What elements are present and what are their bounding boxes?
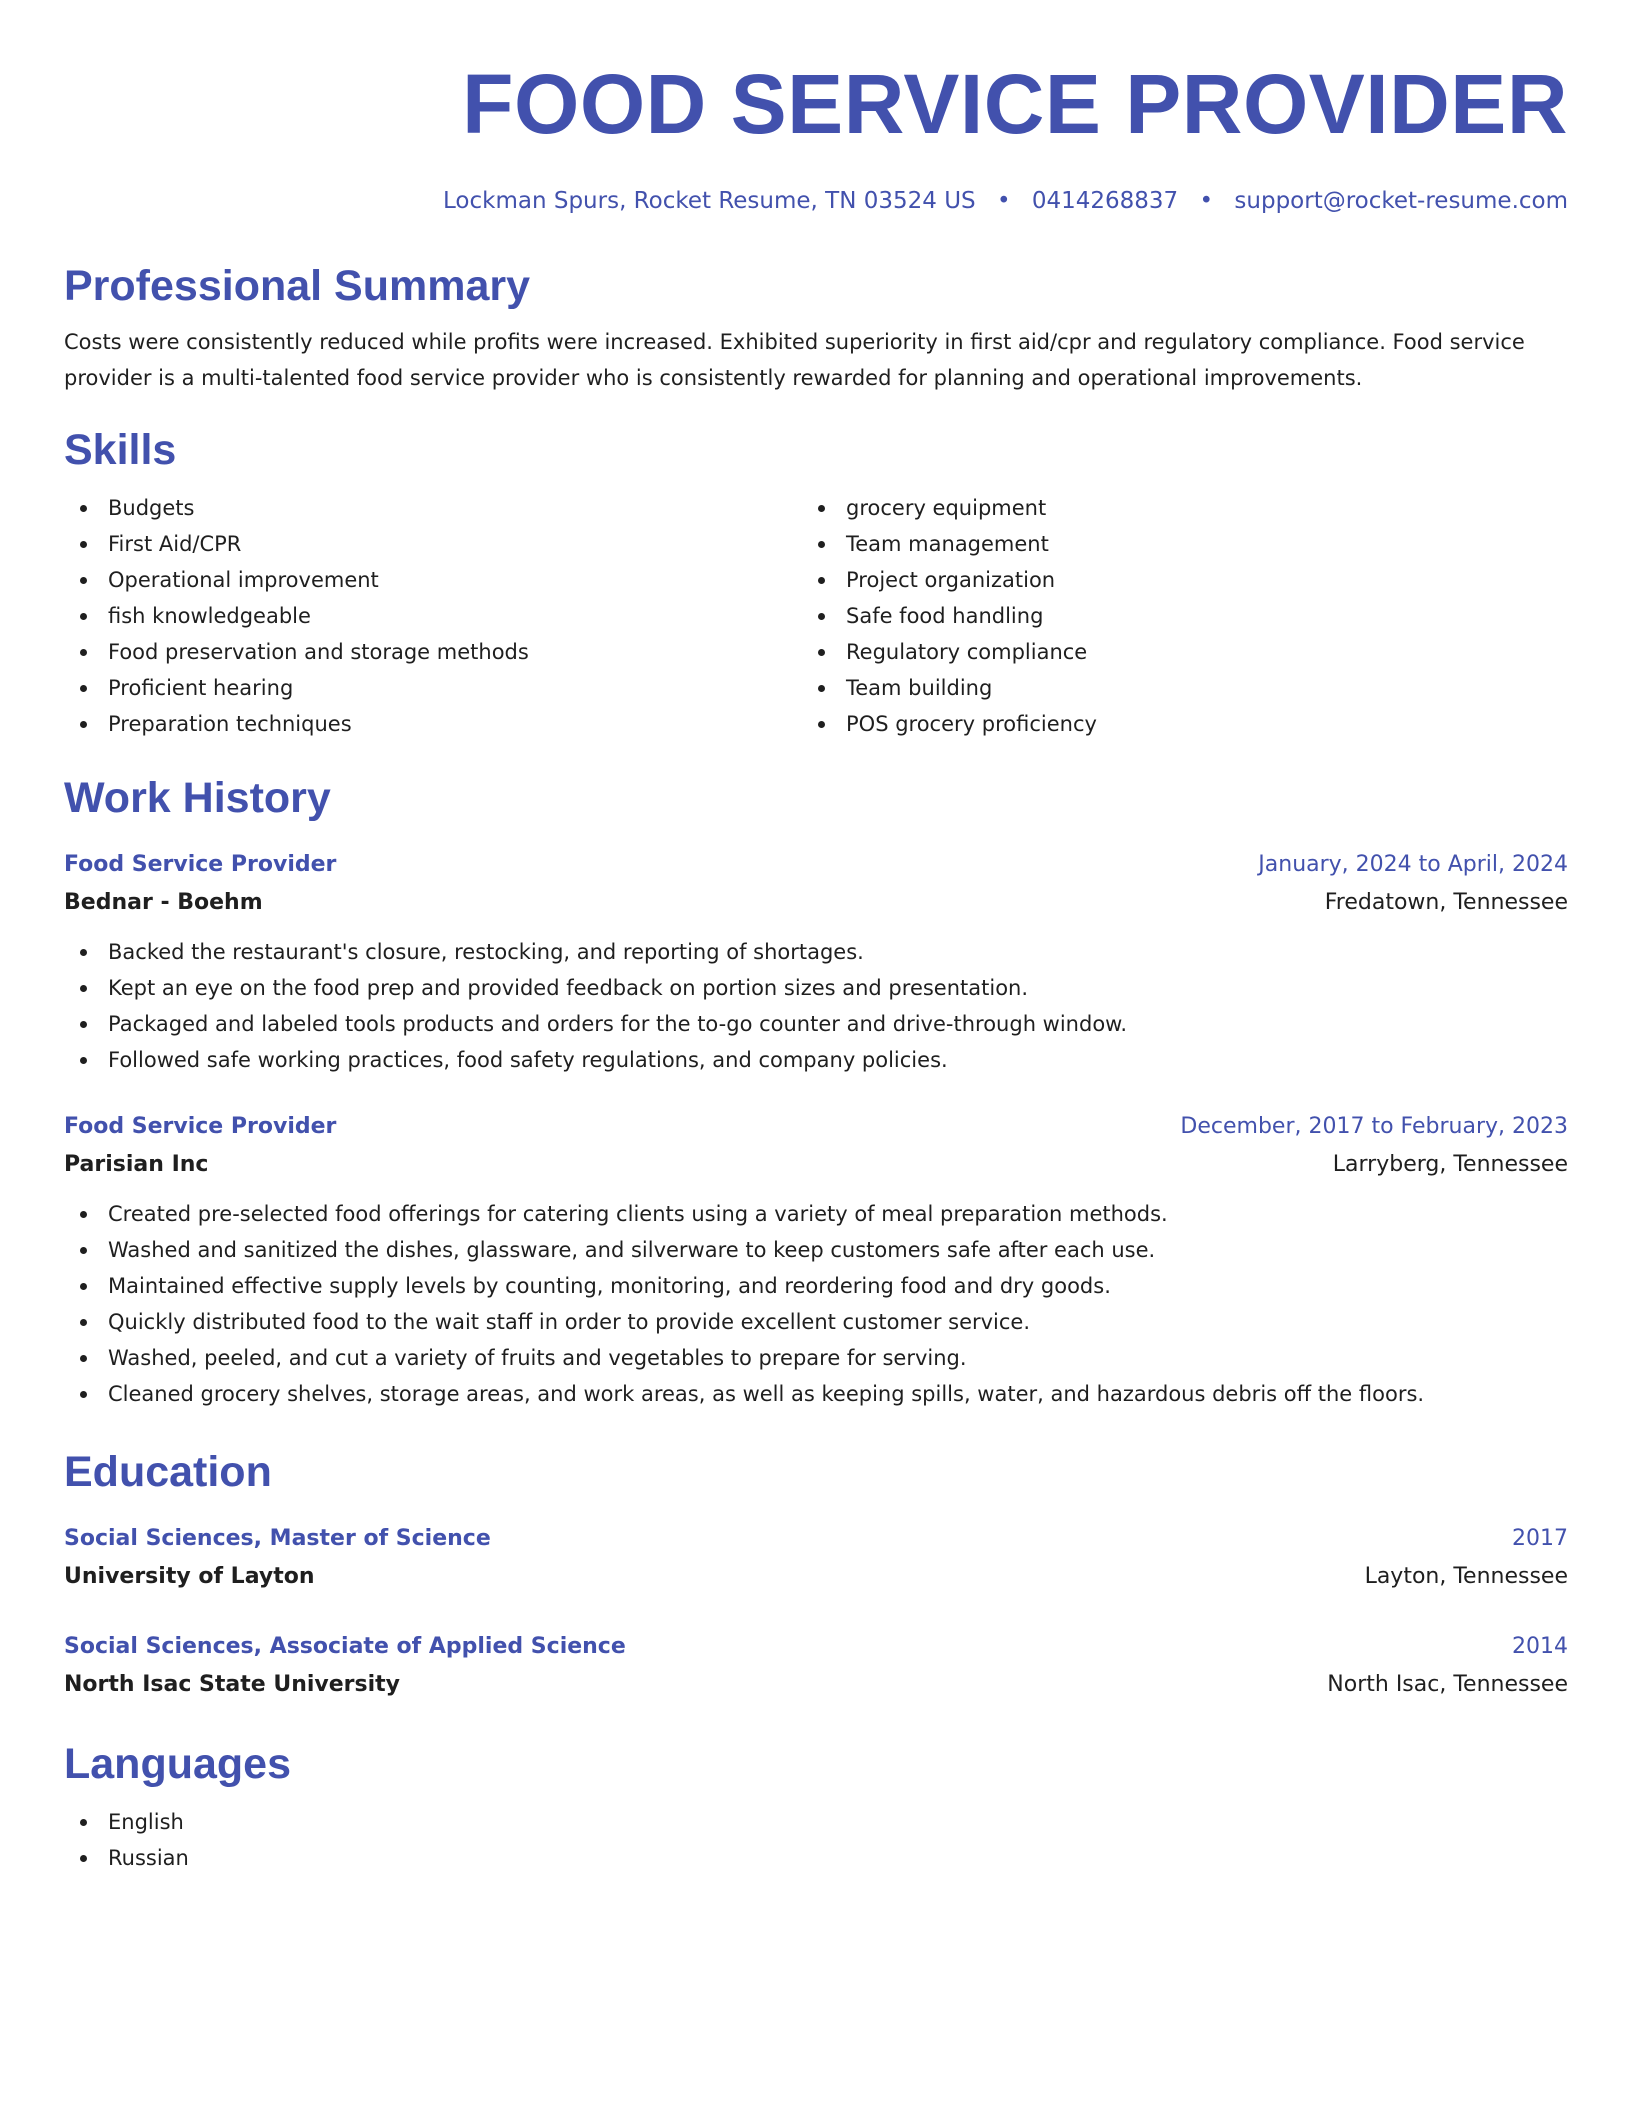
job-duty: Kept an eye on the food prep and provided feedback on portion sizes and presentation.: [64, 970, 1568, 1006]
skill-item: Food preservation and storage methods: [64, 634, 802, 670]
languages-section: [64, 1738, 1568, 1876]
skill-item: Regulatory compliance: [802, 634, 1540, 670]
job-duty: Cleaned grocery shelves, storage areas, and work areas, as well as keeping spills, water, and hazardous debris off the floors.: [64, 1376, 1568, 1412]
summary-section: [64, 260, 1568, 396]
job-location: Larryberg, Tennessee: [1332, 1152, 1568, 1177]
education-entry: [64, 1628, 1568, 1704]
work-history-heading: Work History: [64, 774, 331, 822]
degree-year: 2014: [1512, 1634, 1568, 1659]
job-duty: Quickly distributed food to the wait staff in order to provide excellent customer service.: [64, 1304, 1568, 1340]
job-duty: Followed safe working practices, food safety regulations, and company policies.: [64, 1042, 1568, 1078]
contact-phone[interactable]: 0414268837: [1031, 188, 1179, 214]
skill-item: Project organization: [802, 562, 1540, 598]
job-dates: January, 2024 to April, 2024: [1258, 852, 1568, 877]
candidate-name: FOOD SERVICE PROVIDER: [462, 57, 1568, 151]
job-duties: [64, 934, 1568, 1078]
skills-grid: [64, 490, 1568, 742]
school-name: North Isac State University: [64, 1672, 401, 1697]
job-title: Food Service Provider: [64, 852, 337, 877]
degree-row: [64, 1520, 1568, 1558]
contact-address: Lockman Spurs, Rocket Resume, TN 03524 US: [443, 188, 976, 214]
job-duty: Washed and sanitized the dishes, glassware, and silverware to keep customers safe after each use.: [64, 1232, 1568, 1268]
job-company-row: [64, 1146, 1568, 1184]
school-location: Layton, Tennessee: [1364, 1564, 1568, 1589]
education-section: [64, 1446, 1568, 1704]
work-history-section: [64, 772, 1568, 1412]
skill-item: POS grocery proficiency: [802, 706, 1540, 742]
job-duty: Washed, peeled, and cut a variety of fruits and vegetables to prepare for serving.: [64, 1340, 1568, 1376]
skills-column-right: [802, 490, 1540, 742]
job-dates: December, 2017 to February, 2023: [1180, 1114, 1568, 1139]
resume-header: [64, 56, 1568, 216]
skill-item: Safe food handling: [802, 598, 1540, 634]
language-item: English: [64, 1804, 1568, 1840]
education-entry: [64, 1520, 1568, 1596]
job-company-row: [64, 884, 1568, 922]
languages-heading: Languages: [64, 1740, 291, 1788]
language-item: Russian: [64, 1840, 1568, 1876]
language-list: [64, 1804, 1568, 1876]
education-heading: Education: [64, 1448, 272, 1496]
contact-line: [64, 186, 1568, 216]
job-title-row: [64, 1108, 1568, 1146]
skills-section: [64, 424, 1568, 742]
skill-item: fish knowledgeable: [64, 598, 802, 634]
job-company: Bednar - Boehm: [64, 890, 263, 915]
job-duty: Created pre-selected food offerings for catering clients using a variety of meal preparation methods.: [64, 1196, 1568, 1232]
summary-heading: Professional Summary: [64, 262, 531, 310]
degree-row: [64, 1628, 1568, 1666]
job-duty: Packaged and labeled tools products and orders for the to-go counter and drive-through window.: [64, 1006, 1568, 1042]
skills-heading: Skills: [64, 426, 177, 474]
contact-email[interactable]: support@rocket-resume.com: [1234, 188, 1568, 214]
job-duties: [64, 1196, 1568, 1412]
degree-year: 2017: [1512, 1526, 1568, 1551]
skill-item: grocery equipment: [802, 490, 1540, 526]
job-company: Parisian Inc: [64, 1152, 209, 1177]
contact-separator: •: [1199, 188, 1214, 214]
skill-item: Preparation techniques: [64, 706, 802, 742]
job-title-row: [64, 846, 1568, 884]
skill-item: First Aid/CPR: [64, 526, 802, 562]
job-duty: Maintained effective supply levels by counting, monitoring, and reordering food and dry goods.: [64, 1268, 1568, 1304]
job-location: Fredatown, Tennessee: [1324, 890, 1568, 915]
job-title: Food Service Provider: [64, 1114, 337, 1139]
school-name: University of Layton: [64, 1564, 315, 1589]
skill-item: Team management: [802, 526, 1540, 562]
skill-item: Operational improvement: [64, 562, 802, 598]
skill-item: Proficient hearing: [64, 670, 802, 706]
school-row: [64, 1666, 1568, 1704]
skill-item: Team building: [802, 670, 1540, 706]
job-entry: [64, 1108, 1568, 1412]
summary-text: Costs were consistently reduced while profits were increased. Exhibited superiority in first aid/cpr and regulatory compliance. Food service provider is a multi-talented food service provider who is consistently rewarded for planning and operational improvements.: [64, 330, 1525, 390]
skills-column-left: [64, 490, 802, 742]
school-location: North Isac, Tennessee: [1327, 1672, 1568, 1697]
skill-item: Budgets: [64, 490, 802, 526]
degree-title: Social Sciences, Master of Science: [64, 1526, 491, 1551]
job-entry: [64, 846, 1568, 1078]
job-duty: Backed the restaurant's closure, restocking, and reporting of shortages.: [64, 934, 1568, 970]
contact-separator: •: [996, 188, 1011, 214]
degree-title: Social Sciences, Associate of Applied Science: [64, 1634, 626, 1659]
school-row: [64, 1558, 1568, 1596]
